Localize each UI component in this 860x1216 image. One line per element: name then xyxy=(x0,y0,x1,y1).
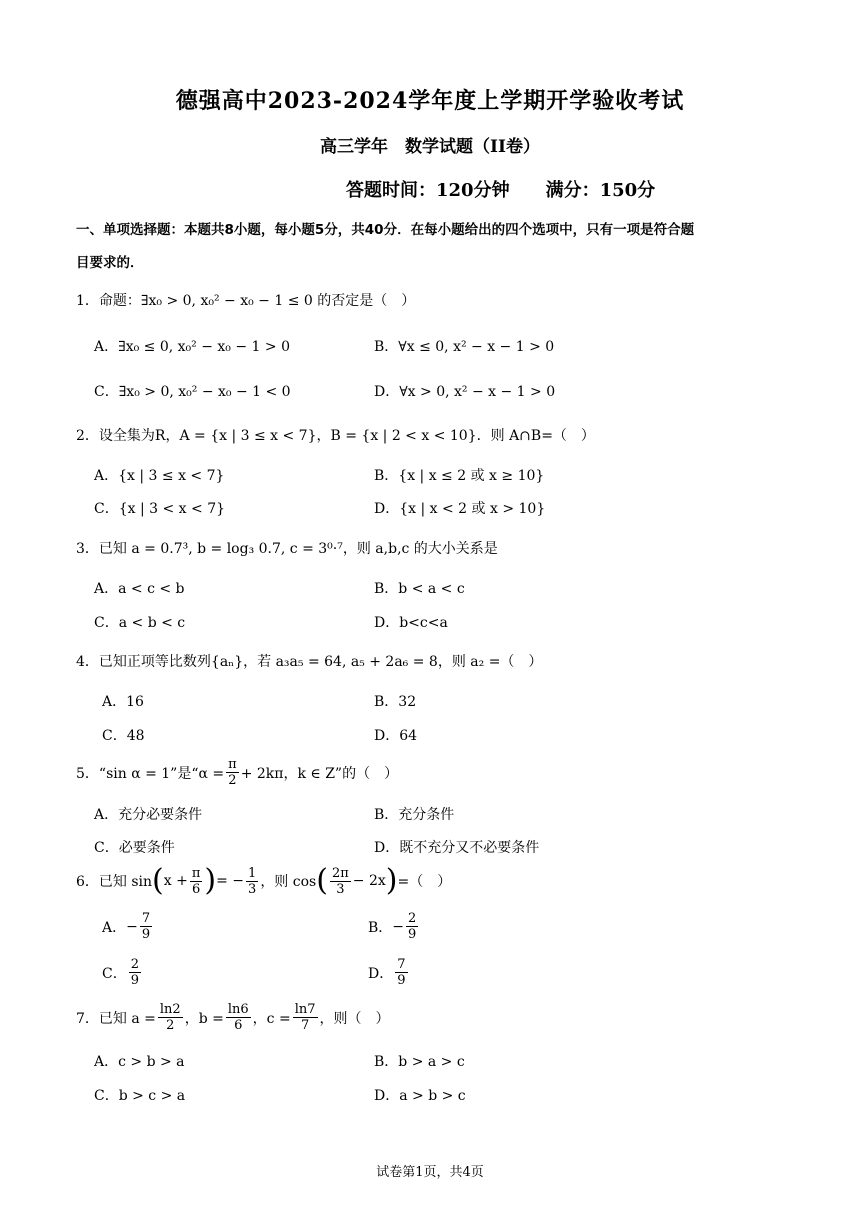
question-6-stem-d: ，则 cos xyxy=(260,874,317,890)
question-7-stem-a: 7．已知 a = xyxy=(76,1010,156,1027)
question-3-option-b: B．b < a < c xyxy=(374,581,465,597)
question-6-option-a-numerator: 7 xyxy=(141,911,151,926)
question-5-option-d: D．既不充分又不必要条件 xyxy=(374,840,540,856)
question-6-stem-a: 6．已知 sin xyxy=(76,874,153,890)
question-6-option-c-denominator: 9 xyxy=(130,973,139,988)
question-6-option-d-denominator: 9 xyxy=(397,973,406,988)
question-6-option-a-denominator: 9 xyxy=(141,927,151,942)
question-1-option-c: C．∃x₀ > 0, x₀² − x₀ − 1 < 0 xyxy=(94,384,291,400)
question-6-option-b xyxy=(368,912,420,941)
question-7-fraction-c-numerator: ln7 xyxy=(294,1002,316,1017)
question-6-stem xyxy=(76,863,452,898)
question-6-stem-b: x + xyxy=(163,873,188,889)
question-5-fraction xyxy=(226,758,239,787)
question-6-fraction-3 xyxy=(330,867,351,896)
question-6-fraction-3-numerator: 2π xyxy=(331,865,349,881)
question-6-option-a-label: A． xyxy=(102,919,127,936)
question-6-option-b-fraction xyxy=(406,912,418,941)
question-7-fraction-a-denominator: 2 xyxy=(166,1018,175,1033)
question-6-fraction-1-denominator: 6 xyxy=(191,881,201,897)
question-7-stem-c: ，c = xyxy=(252,1010,291,1027)
question-6-option-d-fraction xyxy=(395,958,407,987)
question-6-option-b-denominator: 9 xyxy=(408,927,417,942)
question-2-option-c: C．{x | 3 < x < 7} xyxy=(94,501,226,517)
question-6-option-c-fraction xyxy=(129,958,141,987)
question-5-option-c: C．必要条件 xyxy=(94,840,175,856)
question-1-option-d: D．∀x > 0, x² − x − 1 > 0 xyxy=(374,384,556,400)
question-5-stem-prefix: 5．“sin α = 1”是“α = xyxy=(76,765,225,782)
question-6-fraction-1-numerator: π xyxy=(191,865,201,881)
question-6-option-b-label: B． xyxy=(368,919,393,936)
question-1-stem: 1．命题：∃x₀ > 0, x₀² − x₀ − 1 ≤ 0 的否定是（ ） xyxy=(76,293,416,309)
question-7-stem xyxy=(76,1003,390,1032)
page-footer: 试卷第1页，共4页 xyxy=(376,1165,484,1180)
section-heading-line1: 一、单项选择题：本题共8小题，每小题5分，共40分．在每小题给出的四个选项中，只有一项是符合题 xyxy=(76,222,695,238)
question-7-option-b: B．b > a > c xyxy=(374,1054,465,1070)
question-5-option-b: B．充分条件 xyxy=(374,807,455,823)
question-6-left-paren-2: ( xyxy=(316,863,328,898)
question-2-stem: 2．设全集为R，A = {x | 3 ≤ x < 7}，B = {x | 2 < x < 10}．则 A∩B=（ ） xyxy=(76,428,595,444)
question-7-option-d: D．a > b > c xyxy=(374,1088,466,1104)
question-1-option-a: A．∃x₀ ≤ 0, x₀² − x₀ − 1 > 0 xyxy=(94,339,290,355)
question-6-option-a-sign: − xyxy=(126,918,138,935)
question-6-fraction-3-denominator: 3 xyxy=(336,881,345,897)
question-6-option-c xyxy=(102,958,143,987)
question-7-fraction-b xyxy=(226,1003,251,1032)
question-6-fraction-2-denominator: 3 xyxy=(248,881,257,897)
question-5-stem-suffix: + 2kπ，k ∈ Z”的（ ） xyxy=(240,765,399,782)
question-7-option-a: A．c > b > a xyxy=(94,1054,185,1070)
question-3-stem: 3．已知 a = 0.7³, b = log₃ 0.7, c = 3⁰·⁷，则 a,b,c 的大小关系是 xyxy=(76,541,498,557)
question-3-option-c: C．a < b < c xyxy=(94,615,186,631)
question-5-stem xyxy=(76,758,398,787)
question-7-fraction-a xyxy=(158,1003,183,1032)
exam-title: 德强高中2023-2024学年度上学期开学验收考试 xyxy=(175,88,685,114)
question-4-option-b: B．32 xyxy=(374,694,417,710)
question-4-option-a: A．16 xyxy=(102,694,144,710)
question-5-fraction-numerator: π xyxy=(228,757,237,772)
question-2-option-a: A．{x | 3 ≤ x < 7} xyxy=(94,468,225,484)
question-7-fraction-b-numerator: ln6 xyxy=(227,1002,249,1017)
question-4-option-d: D．64 xyxy=(374,728,418,744)
question-7-fraction-c xyxy=(293,1003,318,1032)
exam-subtitle: 高三学年 数学试题（II卷） xyxy=(320,137,540,157)
question-6-option-a xyxy=(102,912,154,941)
question-7-fraction-a-numerator: ln2 xyxy=(159,1002,181,1017)
question-6-stem-c: = − xyxy=(216,873,245,889)
question-1-option-b: B．∀x ≤ 0, x² − x − 1 > 0 xyxy=(374,339,555,355)
question-3-option-a: A．a < c < b xyxy=(94,581,185,597)
question-7-fraction-c-denominator: 7 xyxy=(300,1018,310,1033)
exam-meta: 答题时间：120分钟 满分：150分 xyxy=(346,180,656,201)
question-6-fraction-1 xyxy=(190,867,203,896)
question-6-right-paren-2: ) xyxy=(385,863,398,898)
question-5-fraction-denominator: 2 xyxy=(228,773,237,788)
question-6-option-a-fraction xyxy=(140,912,152,941)
question-3-option-d: D．b<c<a xyxy=(374,615,448,631)
section-heading-line2: 目要求的． xyxy=(76,255,144,271)
question-6-stem-e: − 2x xyxy=(352,873,386,889)
question-7-option-c: C．b > c > a xyxy=(94,1088,186,1104)
question-6-fraction-2 xyxy=(246,867,258,896)
question-6-option-d-numerator: 7 xyxy=(397,957,406,972)
question-6-right-paren-1: ) xyxy=(204,863,217,898)
question-7-fraction-b-denominator: 6 xyxy=(234,1018,243,1033)
question-6-left-paren-1: ( xyxy=(152,863,164,898)
question-2-option-b: B．{x | x ≤ 2 或 x ≥ 10} xyxy=(374,468,545,484)
question-4-option-c: C．48 xyxy=(102,728,145,744)
question-6-option-b-sign: − xyxy=(392,918,405,935)
question-2-option-d: D．{x | x < 2 或 x > 10} xyxy=(374,501,546,517)
question-7-stem-d: ，则（ ） xyxy=(319,1010,390,1027)
question-6-option-d-label: D． xyxy=(368,965,394,982)
question-6-fraction-2-numerator: 1 xyxy=(248,865,257,881)
question-5-option-a: A．充分必要条件 xyxy=(94,807,203,823)
question-4-stem: 4．已知正项等比数列{aₙ}，若 a₃a₅ = 64, a₅ + 2a₆ = 8，则 a₂ =（ ） xyxy=(76,654,543,670)
question-6-option-c-label: C． xyxy=(102,965,127,982)
question-7-stem-b: ，b = xyxy=(184,1010,224,1027)
question-6-option-d xyxy=(368,958,410,987)
question-6-option-b-numerator: 2 xyxy=(408,911,417,926)
question-6-stem-f: =（ ） xyxy=(397,874,452,890)
question-6-option-c-numerator: 2 xyxy=(130,957,139,972)
